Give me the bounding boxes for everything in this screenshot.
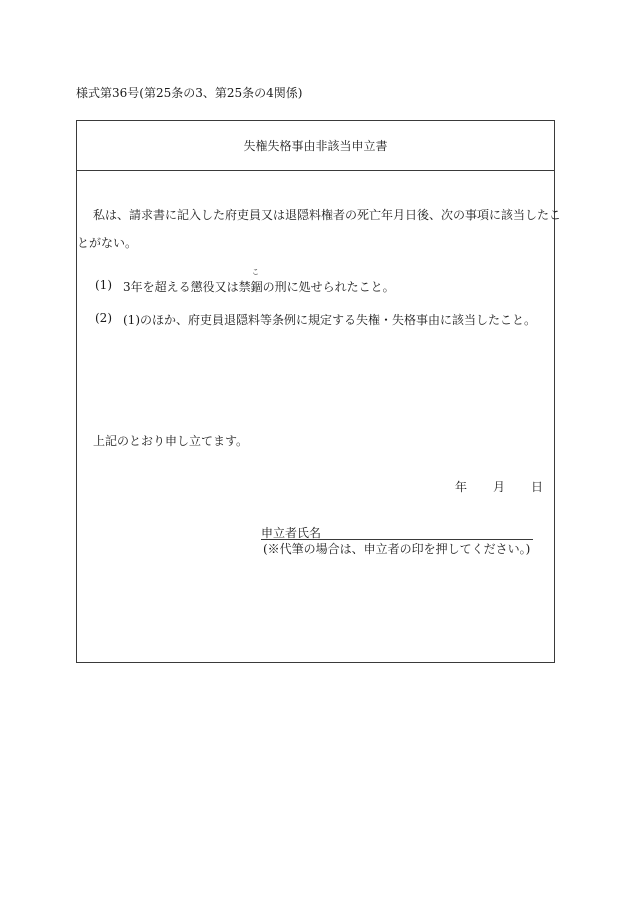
form-number: 様式第36号(第25条の3、第25条の4関係) [76, 86, 303, 100]
item-1-text: 3年を超える懲役又は禁錮の刑に処せられたこと。 [123, 280, 395, 294]
item-2-text: (1)のほか、府吏員退隠料等条例に規定する失権・失格事由に該当したこと。 [123, 313, 537, 327]
declaration-line-1: 私は、請求書に記入した府吏員又は退隠料権者の死亡年月日後、次の事項に該当したこ [93, 208, 562, 222]
form-frame [76, 120, 562, 663]
declaration-line-2: とがない。 [77, 236, 138, 250]
ruby-reading: こ [252, 268, 259, 276]
item-1-number: (1) [95, 278, 112, 292]
form-title: 失権失格事由非該当申立書 [77, 121, 554, 171]
date-line [455, 478, 543, 495]
date-day-label: 日 [531, 480, 544, 494]
applicant-seal-note: (※代筆の場合は、申立者の印を押してください。) [263, 542, 531, 556]
date-year-label: 年 [455, 480, 468, 494]
applicant-name-label: 申立者氏名 [261, 526, 322, 540]
date-month-label: 月 [493, 480, 506, 494]
item-2-number: (2) [95, 311, 112, 325]
closing-statement: 上記のとおり申し立てます。 [93, 434, 249, 448]
